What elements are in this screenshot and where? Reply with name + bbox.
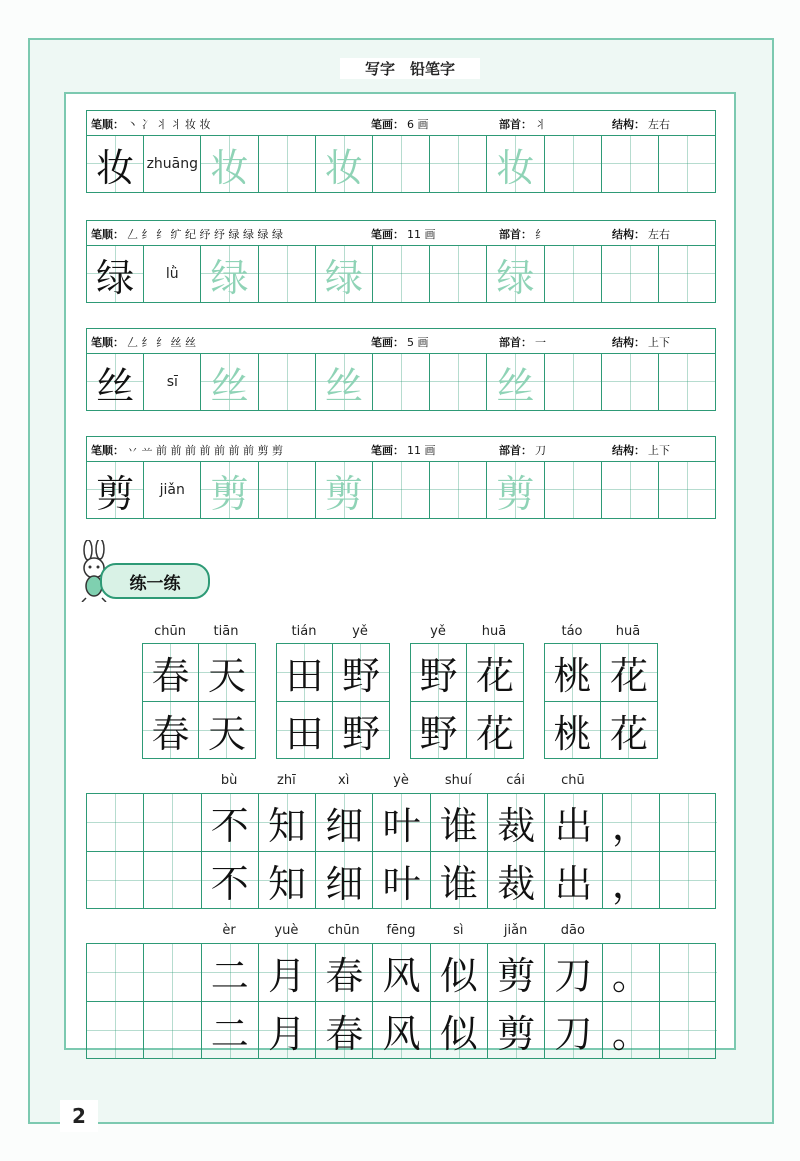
trace-character-cell <box>487 354 544 410</box>
empty-writing-cell <box>659 136 716 192</box>
poem-pinyin: dāo <box>560 923 585 938</box>
model-character-cell <box>87 462 144 518</box>
empty-writing-cell <box>259 246 316 302</box>
radical-label: 部首： <box>499 336 532 349</box>
poem-cell <box>545 852 602 909</box>
word-trace-character: 天 <box>207 712 246 756</box>
trace-character-cell <box>316 136 373 192</box>
word-cell <box>199 644 255 701</box>
poem-cell <box>144 794 201 851</box>
word-cell <box>143 644 199 701</box>
word-pinyin: táo <box>561 624 583 639</box>
empty-writing-cell <box>373 462 430 518</box>
poem-pinyin: zhī <box>277 773 296 788</box>
word-trace-character: 花 <box>609 712 648 756</box>
poem-trace-character: 刀 <box>554 1012 593 1056</box>
poem-cell <box>603 944 660 1001</box>
empty-writing-cell <box>545 246 602 302</box>
trace-character: 剪 <box>324 471 363 516</box>
poem-character: 细 <box>325 804 364 848</box>
structure-label: 结构： <box>612 336 645 349</box>
word-character: 桃 <box>553 654 592 698</box>
poem-character: 出 <box>554 804 593 848</box>
trace-character-cell <box>201 354 258 410</box>
poem-pinyin: yè <box>393 773 409 788</box>
radical-label: 部首： <box>499 228 532 241</box>
trace-character: 妆 <box>496 145 535 190</box>
empty-writing-cell <box>602 246 659 302</box>
stroke-order-sequence: 丶 冫 丬 丬 妆 妆 <box>127 118 211 131</box>
poem-character: ， <box>611 804 650 848</box>
poem-cell <box>488 794 545 851</box>
trace-character: 绿 <box>496 255 535 300</box>
poem-pinyin: jiǎn <box>503 923 528 938</box>
poem-pinyin: fēng <box>386 923 416 938</box>
trace-character: 丝 <box>324 363 363 408</box>
structure-value: 上下 <box>648 336 670 349</box>
poem-cell <box>373 1002 430 1059</box>
poem-character: 二 <box>210 954 249 998</box>
writing-grid <box>87 354 715 410</box>
trace-row <box>87 1001 715 1059</box>
model-row <box>87 794 715 851</box>
word-cell <box>277 644 333 701</box>
trace-character: 妆 <box>210 145 249 190</box>
poem-cell <box>431 794 488 851</box>
empty-writing-cell <box>602 354 659 410</box>
word-pinyin: yě <box>352 624 368 639</box>
word-character: 田 <box>285 654 324 698</box>
model-row <box>277 644 389 701</box>
poem-trace-character: 裁 <box>497 862 536 906</box>
poem-cell <box>316 794 373 851</box>
poem-pinyin: xì <box>338 773 350 788</box>
poem-trace-character: 似 <box>439 1012 478 1056</box>
poem-cell <box>603 852 660 909</box>
poem-character: 。 <box>611 954 650 998</box>
poem-pinyin: èr <box>222 923 236 938</box>
poem-cell <box>373 852 430 909</box>
poem-cell <box>373 794 430 851</box>
trace-character-cell <box>201 246 258 302</box>
poem-cell <box>259 1002 316 1059</box>
poem-trace-character: 二 <box>210 1012 249 1056</box>
poem-trace-character: 出 <box>554 862 593 906</box>
word-cell <box>601 644 657 701</box>
writing-grid <box>87 462 715 518</box>
word-pinyin: yě <box>430 624 446 639</box>
trace-character-cell <box>316 246 373 302</box>
word-practice-box <box>142 643 256 759</box>
poem-pinyin: chūn <box>327 923 360 938</box>
empty-writing-cell <box>259 462 316 518</box>
trace-character-cell <box>316 354 373 410</box>
word-trace-character: 田 <box>285 712 324 756</box>
word-cell <box>411 644 467 701</box>
stroke-order-sequence: 𠃋 纟 纟 纩 纪 纾 纾 绿 绿 绿 绿 <box>127 228 283 241</box>
structure-value: 左右 <box>648 118 670 131</box>
poem-trace-character: 剪 <box>497 1012 536 1056</box>
word-pinyin: tián <box>291 624 317 639</box>
poem-character: 月 <box>268 954 307 998</box>
radical-value: 丬 <box>535 118 546 131</box>
word-trace-character: 桃 <box>553 712 592 756</box>
radical-value: 一 <box>535 336 546 349</box>
empty-writing-cell <box>602 462 659 518</box>
poem-pinyin: cái <box>506 773 525 788</box>
trace-character-cell <box>487 462 544 518</box>
model-character: 剪 <box>96 471 135 516</box>
poem-trace-character: 月 <box>268 1012 307 1056</box>
poem-pinyin: chū <box>561 773 585 788</box>
empty-writing-cell <box>659 462 716 518</box>
empty-writing-cell <box>430 462 487 518</box>
page-header-title: 写字 铅笔字 <box>340 58 480 79</box>
card-meta-row <box>87 221 715 246</box>
poem-cell <box>87 1002 144 1059</box>
word-pinyin: chūn <box>154 624 186 639</box>
stroke-count-value: 11 画 <box>407 228 436 241</box>
poem-trace-character: 春 <box>325 1012 364 1056</box>
word-character: 野 <box>341 654 380 698</box>
word-cell <box>333 702 389 759</box>
poem-cell <box>373 944 430 1001</box>
model-character-cell <box>87 246 144 302</box>
word-practice-box <box>410 643 524 759</box>
word-cell <box>601 702 657 759</box>
stroke-count-label: 笔画： <box>371 118 404 131</box>
poem-cell <box>316 944 373 1001</box>
poem-character: 剪 <box>497 954 536 998</box>
poem-cell <box>87 852 144 909</box>
word-character: 野 <box>419 654 458 698</box>
poem-character: 春 <box>325 954 364 998</box>
character-card <box>86 436 716 519</box>
poem-cell <box>202 852 259 909</box>
empty-writing-cell <box>545 462 602 518</box>
trace-character: 妆 <box>324 145 363 190</box>
empty-writing-cell <box>659 246 716 302</box>
poem-cell <box>431 852 488 909</box>
empty-writing-cell <box>545 136 602 192</box>
empty-writing-cell <box>430 354 487 410</box>
trace-row <box>411 701 523 759</box>
word-pinyin: huā <box>615 624 641 639</box>
word-character: 天 <box>207 654 246 698</box>
poem-trace-character: ， <box>611 862 650 906</box>
empty-writing-cell <box>602 136 659 192</box>
poem-line-grid <box>86 943 716 1059</box>
writing-grid <box>87 136 715 192</box>
word-trace-character: 野 <box>419 712 458 756</box>
empty-writing-cell <box>259 354 316 410</box>
poem-trace-character: 叶 <box>382 862 421 906</box>
character-card <box>86 110 716 193</box>
empty-writing-cell <box>545 354 602 410</box>
empty-writing-cell <box>430 136 487 192</box>
poem-cell <box>259 852 316 909</box>
word-cell <box>467 702 523 759</box>
pinyin-cell: sī <box>144 354 201 410</box>
word-trace-character: 春 <box>151 712 190 756</box>
stroke-order-label: 笔顺： <box>91 444 124 457</box>
pinyin-cell: zhuāng <box>144 136 201 192</box>
practice-section-label: 练一练 <box>100 563 210 599</box>
word-practice-box <box>544 643 658 759</box>
card-meta-row <box>87 437 715 462</box>
empty-writing-cell <box>659 354 716 410</box>
stroke-order-sequence: 丷 䒑 前 前 前 前 前 前 前 剪 剪 <box>127 444 283 457</box>
empty-writing-cell <box>373 354 430 410</box>
poem-trace-character: 谁 <box>439 862 478 906</box>
empty-writing-cell <box>259 136 316 192</box>
poem-character: 叶 <box>382 804 421 848</box>
poem-pinyin: sì <box>453 923 464 938</box>
poem-cell <box>316 852 373 909</box>
stroke-count-label: 笔画： <box>371 444 404 457</box>
word-cell <box>467 644 523 701</box>
poem-character: 谁 <box>439 804 478 848</box>
character-card <box>86 220 716 303</box>
structure-label: 结构： <box>612 444 645 457</box>
model-character: 丝 <box>96 363 135 408</box>
pinyin-cell: lǜ <box>144 246 201 302</box>
trace-character: 剪 <box>496 471 535 516</box>
poem-cell <box>545 1002 602 1059</box>
poem-character: 似 <box>439 954 478 998</box>
trace-row <box>87 851 715 909</box>
poem-cell <box>545 794 602 851</box>
pinyin-cell: jiǎn <box>144 462 201 518</box>
poem-cell <box>431 944 488 1001</box>
stroke-count-label: 笔画： <box>371 228 404 241</box>
poem-cell <box>660 944 717 1001</box>
radical-label: 部首： <box>499 444 532 457</box>
trace-character: 剪 <box>210 471 249 516</box>
word-cell <box>143 702 199 759</box>
stroke-order-label: 笔顺： <box>91 118 124 131</box>
radical-value: 纟 <box>535 228 546 241</box>
structure-label: 结构： <box>612 228 645 241</box>
card-meta-row <box>87 111 715 136</box>
word-character: 春 <box>151 654 190 698</box>
poem-character: 刀 <box>554 954 593 998</box>
model-row <box>87 944 715 1001</box>
stroke-order-label: 笔顺： <box>91 336 124 349</box>
empty-writing-cell <box>430 246 487 302</box>
word-cell <box>277 702 333 759</box>
model-row <box>545 644 657 701</box>
model-character-cell <box>87 136 144 192</box>
trace-character: 丝 <box>496 363 535 408</box>
page-number: 2 <box>60 1100 98 1132</box>
stroke-order-label: 笔顺： <box>91 228 124 241</box>
card-meta-row <box>87 329 715 354</box>
stroke-count-value: 5 画 <box>407 336 429 349</box>
poem-cell <box>603 1002 660 1059</box>
trace-character: 绿 <box>210 255 249 300</box>
poem-line-grid <box>86 793 716 909</box>
word-cell <box>199 702 255 759</box>
character-card <box>86 328 716 411</box>
poem-trace-character: 不 <box>210 862 249 906</box>
word-character: 花 <box>609 654 648 698</box>
poem-cell <box>660 1002 717 1059</box>
poem-cell <box>202 794 259 851</box>
model-row <box>411 644 523 701</box>
trace-character-cell <box>316 462 373 518</box>
poem-cell <box>545 944 602 1001</box>
poem-cell <box>144 852 201 909</box>
poem-trace-character: 。 <box>611 1012 650 1056</box>
word-cell <box>545 644 601 701</box>
trace-row <box>545 701 657 759</box>
trace-character: 丝 <box>210 363 249 408</box>
poem-cell <box>488 944 545 1001</box>
poem-pinyin: shuí <box>444 773 472 788</box>
model-character: 妆 <box>96 145 135 190</box>
trace-character-cell <box>201 462 258 518</box>
word-pinyin: tiān <box>213 624 239 639</box>
poem-cell <box>431 1002 488 1059</box>
model-character-cell <box>87 354 144 410</box>
radical-label: 部首： <box>499 118 532 131</box>
poem-pinyin: yuè <box>274 923 299 938</box>
word-trace-character: 花 <box>475 712 514 756</box>
structure-label: 结构： <box>612 118 645 131</box>
poem-cell <box>259 944 316 1001</box>
radical-value: 刀 <box>535 444 546 457</box>
poem-cell <box>603 794 660 851</box>
poem-cell <box>488 852 545 909</box>
stroke-order-sequence: 𠃋 纟 纟 丝 丝 <box>127 336 196 349</box>
empty-writing-cell <box>373 246 430 302</box>
trace-character-cell <box>487 136 544 192</box>
stroke-count-value: 6 画 <box>407 118 429 131</box>
model-row <box>143 644 255 701</box>
poem-cell <box>660 794 717 851</box>
poem-cell <box>259 794 316 851</box>
poem-cell <box>144 944 201 1001</box>
structure-value: 上下 <box>648 444 670 457</box>
trace-row <box>143 701 255 759</box>
word-practice-box <box>276 643 390 759</box>
writing-grid <box>87 246 715 302</box>
word-character: 花 <box>475 654 514 698</box>
stroke-count-value: 11 画 <box>407 444 436 457</box>
poem-cell <box>87 794 144 851</box>
poem-character: 不 <box>210 804 249 848</box>
word-pinyin: huā <box>481 624 507 639</box>
poem-character: 风 <box>382 954 421 998</box>
trace-row <box>277 701 389 759</box>
poem-cell <box>660 852 717 909</box>
poem-cell <box>316 1002 373 1059</box>
word-cell <box>333 644 389 701</box>
empty-writing-cell <box>373 136 430 192</box>
word-trace-character: 野 <box>341 712 380 756</box>
poem-cell <box>144 1002 201 1059</box>
poem-pinyin: bù <box>220 773 238 788</box>
trace-character-cell <box>201 136 258 192</box>
poem-character: 知 <box>268 804 307 848</box>
poem-trace-character: 风 <box>382 1012 421 1056</box>
stroke-count-label: 笔画： <box>371 336 404 349</box>
trace-character: 绿 <box>324 255 363 300</box>
poem-trace-character: 细 <box>325 862 364 906</box>
model-character: 绿 <box>96 255 135 300</box>
poem-cell <box>87 944 144 1001</box>
word-cell <box>545 702 601 759</box>
poem-trace-character: 知 <box>268 862 307 906</box>
trace-character-cell <box>487 246 544 302</box>
poem-cell <box>488 1002 545 1059</box>
poem-cell <box>202 1002 259 1059</box>
poem-cell <box>202 944 259 1001</box>
structure-value: 左右 <box>648 228 670 241</box>
word-cell <box>411 702 467 759</box>
poem-character: 裁 <box>497 804 536 848</box>
